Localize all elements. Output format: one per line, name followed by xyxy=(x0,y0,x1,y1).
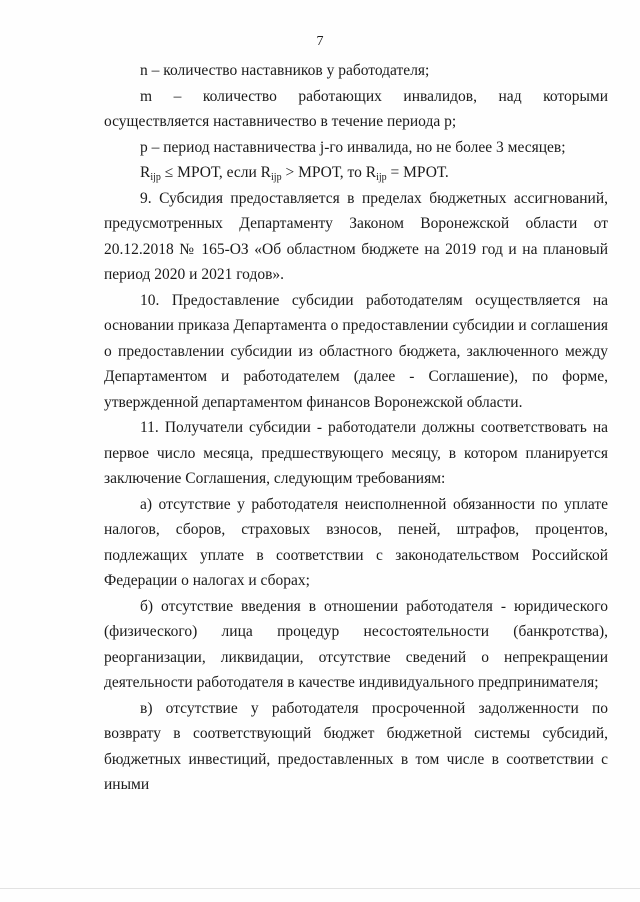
requirement-a: а) отсутствие у работодателя неисполненной обязанности по уплате налогов, сборов, страховых взносов, пеней, штрафов, процентов, подлежащих уплате в соответствии с законодательством Российской Федерации о налогах и сборах; xyxy=(104,495,608,589)
formula-sub-3: ijp xyxy=(376,172,387,183)
formula-var-1: R xyxy=(140,164,151,181)
requirement-b: б) отсутствие введения в отношении работодателя - юридического (физического) лица процедур несостоятельности (банкротства), реорганизации, ликвидации, отсутствие сведений о непрекращении деятельности работодателя в качестве индивидуального предпринимателя; xyxy=(104,597,608,691)
formula-text-3: = МРОТ. xyxy=(386,164,449,181)
formula-sub-1: ijp xyxy=(150,172,161,183)
formula-text-2: > МРОТ, то xyxy=(281,164,366,181)
definition-n: n – количество наставников у работодателя; xyxy=(140,62,430,79)
definition-p: p – период наставничества j-го инвалида, но не более 3 месяцев; xyxy=(140,138,566,156)
formula-line xyxy=(104,160,608,186)
requirement-v: в) отсутствие у работодателя просроченной задолженности по возврату в соответствующий бюджет бюджетной системы субсидий, бюджетных инвестиций, предоставленных в том числе в соответствии с иными xyxy=(104,699,608,793)
paragraph-11: 11. Получатели субсидии - работодатели должны соответствовать на первое число месяца, предшествующего месяцу, в котором планируется заключение Соглашения, следующим требованиям: xyxy=(104,419,608,487)
scan-bottom-edge xyxy=(0,888,640,889)
formula-var-3: R xyxy=(365,164,377,181)
formula-sub-2: ijp xyxy=(271,172,282,183)
formula-var-2: R xyxy=(260,164,272,181)
definition-m: m – количество работающих инвалидов, над которыми осуществляется наставничество в течение периода p; xyxy=(104,87,608,130)
paragraph-9: 9. Субсидия предоставляется в пределах бюджетных ассигнований, предусмотренных Департаменту Законом Воронежской области от 20.12.2018 № 165-ОЗ «Об областном бюджете на 2019 год и на плановый период 2020 и 2021 годов». xyxy=(104,189,608,283)
formula-text-1: ≤ МРОТ, если xyxy=(160,164,261,181)
page-number: 7 xyxy=(316,34,324,49)
paragraph-10: 10. Предоставление субсидии работодателям осуществляется на основании приказа Департамента о предоставлении субсидии и соглашения о предоставлении субсидии из областного бюджета, заключенного между Департаментом и работодателем (далее - Соглашение), по форме, утвержденной департаментом финансов Воронежской области. xyxy=(104,291,608,411)
document-body xyxy=(104,58,608,798)
